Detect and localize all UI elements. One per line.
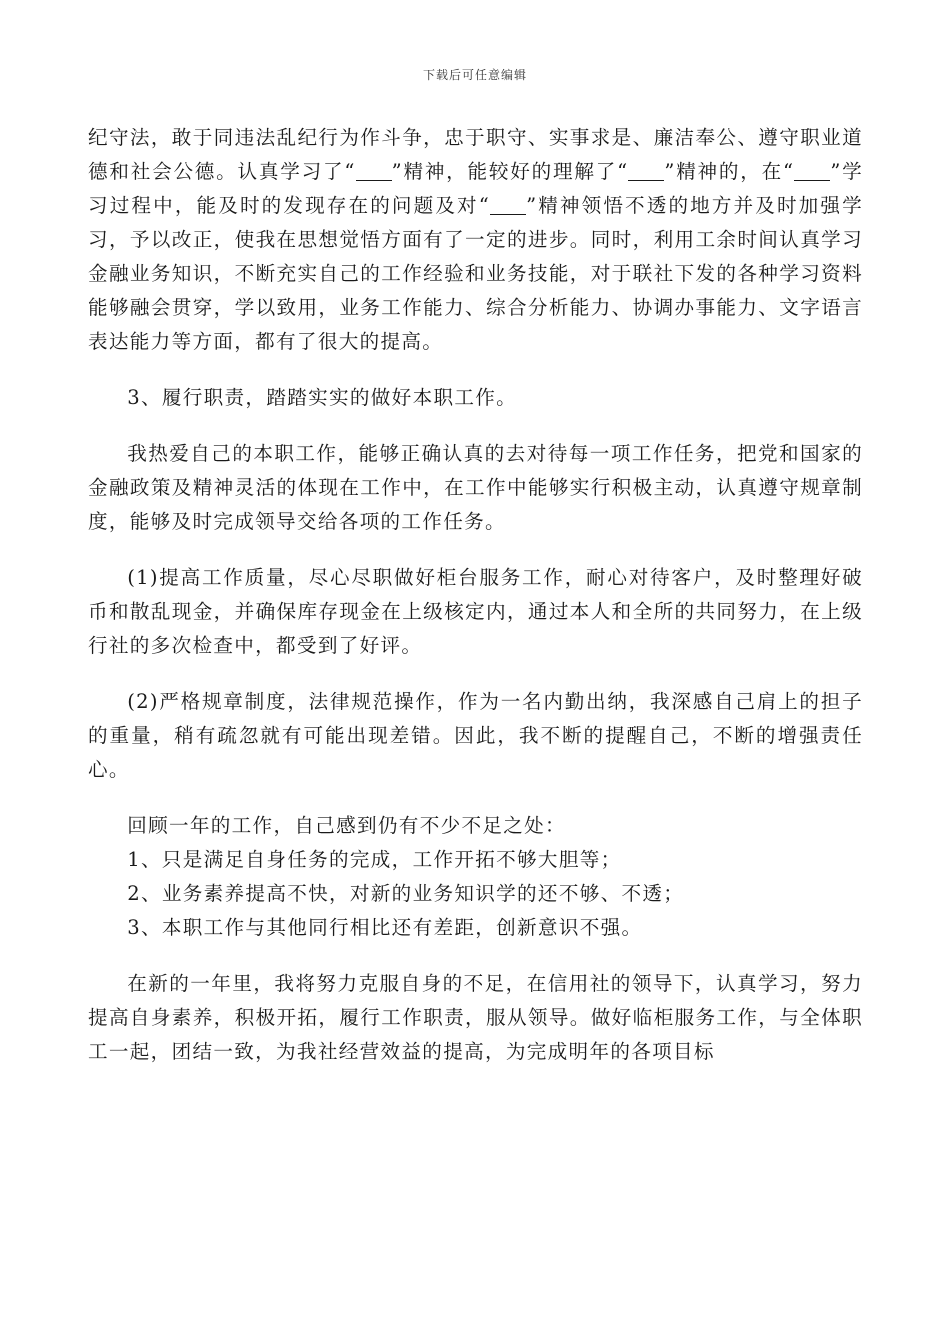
blank-underline: [794, 160, 830, 181]
shortcoming-item-1: 1、只是满足自身任务的完成，工作开拓不够大胆等；: [127, 848, 622, 871]
paragraph-review: 回顾一年的工作，自己感到仍有不少不足之处：: [127, 814, 566, 837]
document-body: [88, 121, 863, 1069]
section-heading-duties: 3、履行职责，踏踏实实的做好本职工作。: [127, 386, 518, 409]
paragraph-study: [88, 121, 863, 359]
paragraph-item-1: (1)提高工作质量，尽心尽职做好柜台服务工作，耐心对待客户，及时整理好破币和散乱现金，并确保库存现金在上级核定内，通过本人和全所的共同努力，在上级行社的多次检查中，都受到了好评。: [88, 566, 863, 657]
shortcoming-item-2: 2、业务素养提高不快，对新的业务知识学的还不够、不透；: [127, 882, 685, 905]
paragraph-study-text-4: ”学习过程中，能及时的发现存在的问题及对“: [88, 160, 864, 217]
paragraph-new-year: 在新的一年里，我将努力克服自身的不足，在信用社的领导下，认真学习，努力提高自身素养，积极开拓，履行工作职责，服从领导。做好临柜服务工作，与全体职工一起，团结一致，为我社经营效益的提高，为完成明年的各项目标: [88, 972, 863, 1063]
paragraph-study-text-1: 纪守法，敢于同违法乱纪行为作斗争，忠于职守、实事求是、廉洁奉公、遵守职业道德和社会公德。认真学习了“: [88, 126, 863, 183]
blank-underline: [628, 160, 664, 181]
paragraph-study-text-5: ”精神领悟不透的地方并及时加强学习，予以改正，使我在思想觉悟方面有了一定的进步。同时，利用工余时间认真学习金融业务知识，不断充实自己的工作经验和业务技能，对于联社下发的各种学习资料能够融会贯穿，学以致用，业务工作能力、综合分析能力、协调办事能力、文字语言表达能力等方面，都有了很大的提高。: [88, 194, 863, 353]
shortcoming-item-3: 3、本职工作与其他同行相比还有差距，创新意识不强。: [127, 916, 643, 939]
paragraph-study-text-2: ”精神，能较好的理解了“: [391, 160, 629, 183]
header-note: 下载后可任意编辑: [422, 68, 527, 82]
paragraph-item-2: (2)严格规章制度，法律规范操作，作为一名内勤出纳，我深感自己肩上的担子的重量，稍有疏忽就有可能出现差错。因此，我不断的提醒自己，不断的增强责任心。: [88, 690, 863, 781]
paragraph-study-text-3: ”精神的，在“: [664, 160, 795, 183]
blank-underline: [356, 160, 392, 181]
blank-underline: [490, 194, 526, 215]
paragraph-love-work: 我热爱自己的本职工作，能够正确认真的去对待每一项工作任务，把党和国家的金融政策及精神灵活的体现在工作中，在工作中能够实行积极主动，认真遵守规章制度，能够及时完成领导交给各项的工作任务。: [88, 442, 863, 533]
